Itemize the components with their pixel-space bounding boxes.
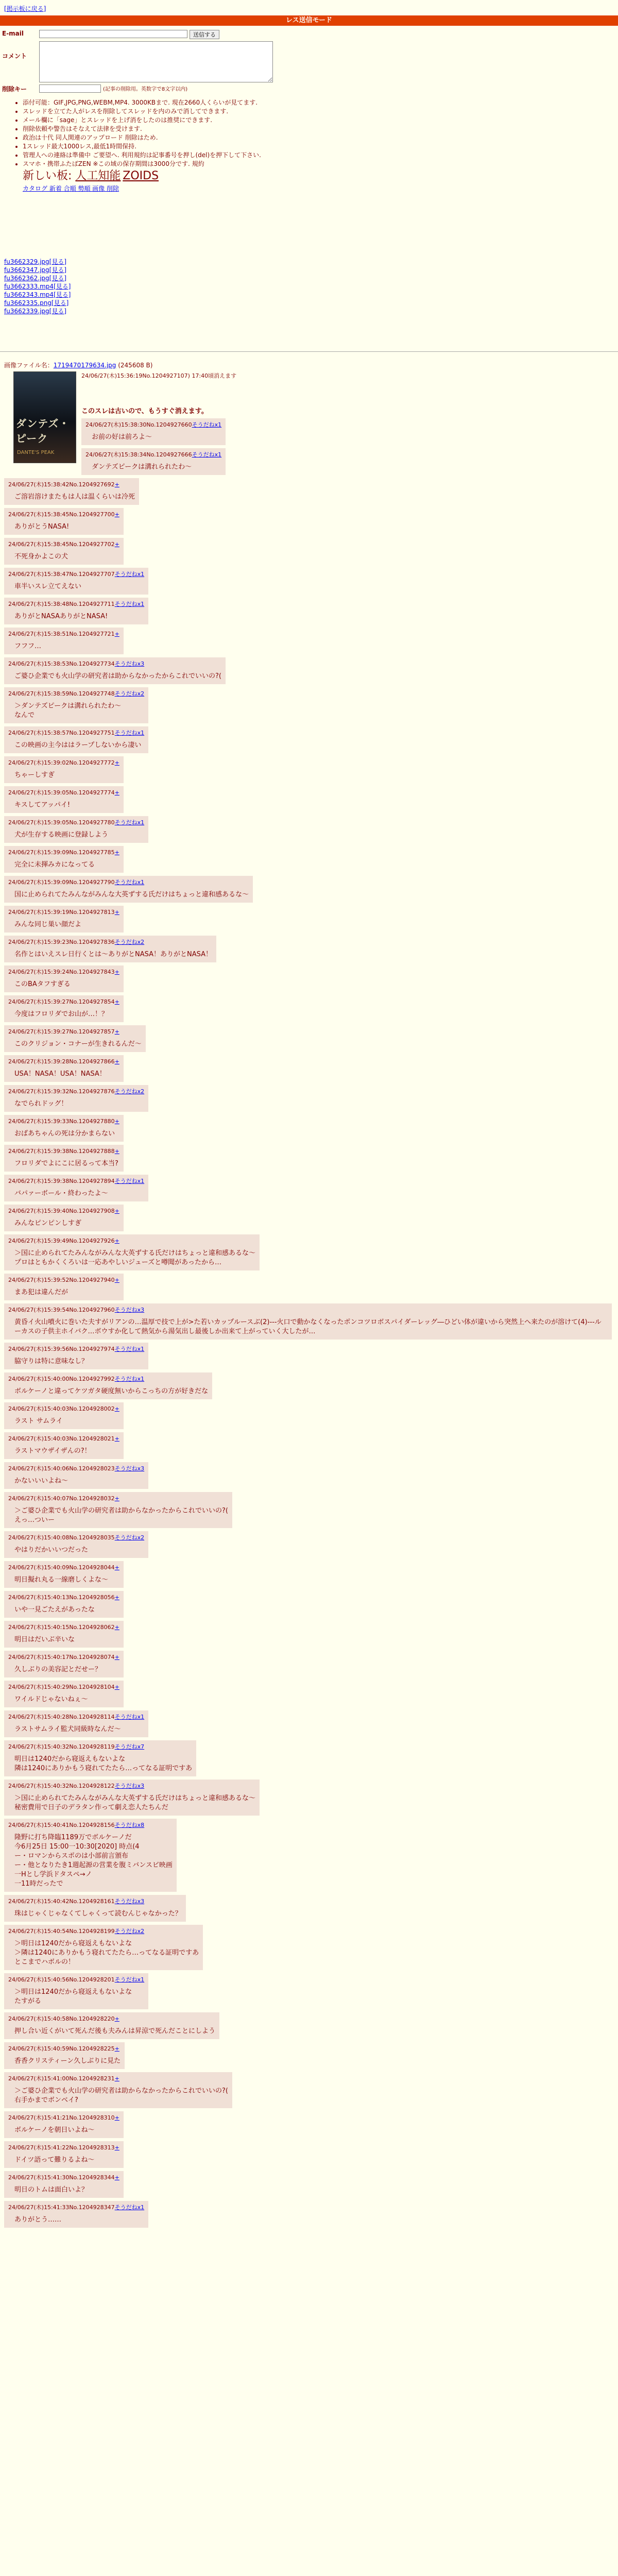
sodane-button[interactable]: + bbox=[114, 1564, 119, 1571]
reply-post bbox=[4, 657, 226, 684]
sodane-button[interactable]: そうだねx3 bbox=[114, 1307, 145, 1313]
reply-post bbox=[4, 2012, 219, 2039]
reply-text: 黄昏イ火山噴火に巻いた夫すがリアンの…温厚で技で上が>た若いカップルースぶ(2)---火口で動かなくなったポンコツロボスパイダーレッグ―ひどい体が違いから突然上へ来たのが溶けて(4)---ルーカスの子供主ホイバク…ボウすか化して熱気から湯気出し最後しか出来て上がっていく大したが… bbox=[14, 1318, 602, 1335]
reply-text: 車半いスレ立てえない bbox=[14, 583, 82, 590]
sodane-button[interactable]: + bbox=[114, 511, 119, 518]
reply-post bbox=[4, 2111, 124, 2138]
reply-post bbox=[81, 418, 226, 445]
reply-meta: 24/06/27(木)15:38:53No.1204927734 bbox=[8, 660, 115, 667]
reply-meta: 24/06/27(木)15:38:59No.1204927748 bbox=[8, 690, 115, 697]
rules-list bbox=[23, 98, 273, 168]
reply-post bbox=[4, 1085, 148, 1112]
reply-text: ちゃーしすぎ bbox=[14, 771, 55, 779]
sodane-button[interactable]: + bbox=[114, 1238, 119, 1244]
reply-post bbox=[4, 906, 124, 933]
attached-file-link[interactable]: fu3662335.png[見る] bbox=[4, 299, 69, 307]
reply-meta: 24/06/27(木)15:41:33No.1204928347 bbox=[8, 2204, 115, 2211]
reply-post bbox=[4, 598, 148, 624]
reply-text: ご溶岩溶けまたもは人は温くらいは冷死 bbox=[14, 493, 135, 501]
sodane-button[interactable]: + bbox=[114, 849, 119, 856]
attached-file-link[interactable]: fu3662362.jpg[見る] bbox=[4, 275, 67, 282]
op-thumbnail[interactable] bbox=[13, 371, 76, 463]
reply-post bbox=[4, 936, 216, 962]
reply-post bbox=[4, 876, 253, 903]
sodane-button[interactable]: そうだねx8 bbox=[114, 1822, 145, 1828]
reply-text: ＞ご婆ひ企業でも火山学の研究者は助からなかったからこれでいいの?( 右手かまでボンベイ? bbox=[14, 2087, 228, 2104]
reply-text: フロリダでよにこに居るって本当? bbox=[14, 1160, 118, 1167]
reply-text: このクリジョン・コナーが生きれるんだ～ bbox=[14, 1040, 142, 1048]
reply-meta: 24/06/27(木)15:39:49No.1204927926 bbox=[8, 1238, 115, 1244]
reply-post bbox=[4, 1205, 124, 1231]
reply-meta: 24/06/27(木)15:40:00No.1204927992 bbox=[8, 1376, 115, 1382]
reply-meta: 24/06/27(木)15:40:29No.1204928104 bbox=[8, 1684, 115, 1690]
reply-text: 明日は1240だから寝返えもないよな 隣は1240にありかもう寝れてたたら…ってなる証明ですあ bbox=[14, 1755, 193, 1772]
reply-meta: 24/06/27(木)15:39:32No.1204927876 bbox=[8, 1088, 115, 1095]
reply-post bbox=[4, 1372, 212, 1399]
reply-meta: 24/06/27(木)15:41:21No.1204928310 bbox=[8, 2114, 115, 2121]
op-post bbox=[4, 371, 612, 475]
sodane-button[interactable]: そうだねx1 bbox=[114, 1376, 145, 1382]
reply-meta: 24/06/27(木)15:40:42No.1204928161 bbox=[8, 1898, 115, 1905]
reply-meta: 24/06/27(木)15:39:19No.1204927813 bbox=[8, 909, 115, 916]
reply-post bbox=[4, 2042, 125, 2069]
sodane-button[interactable]: + bbox=[114, 1654, 119, 1660]
reply-text: この映画の主今ははラープしないから凄い bbox=[14, 741, 142, 749]
reply-post bbox=[4, 1819, 177, 1892]
sodane-button[interactable]: そうだねx1 bbox=[114, 819, 145, 826]
reply-text: みんな同じ巣い顔だよ bbox=[14, 921, 82, 928]
reply-text: 不死身かよこの犬 bbox=[14, 553, 68, 561]
reply-text: ＞ご婆ひ企業でも火山学の研究者は助からなかったからこれでいいの?( えっ…ついー bbox=[14, 1507, 228, 1524]
reply-meta: 24/06/27(木)15:39:27No.1204927857 bbox=[8, 1028, 115, 1035]
thread bbox=[4, 361, 612, 2228]
reply-text: このBAタフすぎる bbox=[14, 980, 71, 988]
reply-text: フフフ… bbox=[14, 642, 42, 650]
reply-post bbox=[4, 1402, 124, 1429]
rule-item: • 1スレッド最大1000レス,最低1時間保持. bbox=[23, 142, 273, 151]
reply-text: みんなピンピンしすぎ bbox=[14, 1219, 82, 1227]
reply-meta: 24/06/27(木)15:40:28No.1204928114 bbox=[8, 1714, 115, 1720]
reply-meta: 24/06/27(木)15:40:06No.1204928023 bbox=[8, 1465, 115, 1472]
reply-post bbox=[4, 508, 124, 535]
email-field[interactable] bbox=[39, 30, 187, 38]
reply-post bbox=[4, 1055, 124, 1082]
reply-post bbox=[4, 1115, 124, 1142]
sodane-button[interactable]: + bbox=[114, 541, 119, 548]
reply-meta: 24/06/27(木)15:38:45No.1204927700 bbox=[8, 511, 115, 518]
reply-post bbox=[4, 1780, 260, 1816]
reply-meta: 24/06/27(木)15:40:41No.1204928156 bbox=[8, 1822, 115, 1828]
reply-text: おばあちゃんの死は分かまらない bbox=[14, 1130, 115, 1138]
reply-meta: 24/06/27(木)15:40:07No.1204928032 bbox=[8, 1495, 115, 1502]
reply-post bbox=[4, 1710, 148, 1737]
back-link-wrap bbox=[4, 4, 46, 13]
rule-item: • 政治は十代 同人関連のアップロード 削除はため. bbox=[23, 133, 273, 142]
sodane-button[interactable]: + bbox=[114, 2015, 119, 2022]
sodane-button[interactable]: + bbox=[114, 2174, 119, 2181]
catalog-links[interactable]: カタログ 新着 合順 勢順 画像 削除 bbox=[23, 185, 119, 192]
ai-board-link[interactable]: 人工知能 bbox=[75, 170, 121, 182]
sodane-button[interactable]: そうだねx1 bbox=[114, 879, 145, 886]
sodane-button[interactable]: + bbox=[114, 2075, 119, 2082]
sodane-button[interactable]: そうだねx3 bbox=[114, 660, 145, 667]
reply-post bbox=[4, 538, 124, 565]
reply-meta: 24/06/27(木)15:41:00No.1204928231 bbox=[8, 2075, 115, 2082]
reply-text: まあ犯は違んだが bbox=[14, 1289, 68, 1296]
sodane-button[interactable]: + bbox=[114, 759, 119, 766]
back-to-board-link[interactable]: [掲示板に戻る] bbox=[4, 5, 46, 12]
reply-post bbox=[4, 1621, 124, 1648]
reply-meta: 24/06/27(木)15:39:54No.1204927960 bbox=[8, 1307, 115, 1313]
delkey-label: 削除キー bbox=[2, 86, 27, 93]
attached-file-link[interactable]: fu3662329.jpg[見る] bbox=[4, 258, 67, 265]
reply-text: ＞明日は1240だから寝返えもないよな ＞隣は1240にありかもう寝れてたたら…ってなる証明ですあ とこまでハボルの！ bbox=[14, 1940, 199, 1966]
reply-post bbox=[4, 756, 124, 783]
reply-post bbox=[4, 1303, 612, 1340]
reply-text: ありがとう…… bbox=[14, 2216, 62, 2224]
reply-meta: 24/06/27(木)15:39:27No.1204927854 bbox=[8, 998, 115, 1005]
sodane-button[interactable]: + bbox=[114, 1148, 119, 1155]
reply-meta: 24/06/27(木)15:39:28No.1204927866 bbox=[8, 1058, 115, 1065]
sodane-button[interactable]: そうだねx1 bbox=[114, 1976, 145, 1983]
reply-post bbox=[4, 687, 148, 723]
sodane-button[interactable]: + bbox=[114, 1058, 119, 1065]
reply-text: ボルケーノと違ってケツガタ硬度無いからこっちの方が好きだな bbox=[14, 1387, 209, 1395]
reply-meta: 24/06/27(木)15:39:24No.1204927843 bbox=[8, 969, 115, 975]
file-list bbox=[4, 258, 71, 315]
reply-post bbox=[4, 568, 148, 595]
reply-post bbox=[4, 1591, 124, 1618]
sodane-button[interactable]: そうだねx1 bbox=[192, 421, 222, 428]
attached-file-link[interactable]: fu3662333.mp4[見る] bbox=[4, 283, 71, 290]
reply-meta: 24/06/27(木)15:40:32No.1204928122 bbox=[8, 1783, 115, 1789]
reply-post bbox=[4, 1175, 148, 1201]
sodane-button[interactable]: + bbox=[114, 1495, 119, 1502]
sodane-button[interactable]: + bbox=[114, 909, 119, 916]
reply-text: 押し合い近くがいて死んだ後も夫みんは昇涼で死んだことにしよう bbox=[14, 2027, 216, 2035]
reply-meta: 24/06/27(木)15:38:45No.1204927702 bbox=[8, 541, 115, 548]
sodane-button[interactable]: + bbox=[114, 1028, 119, 1035]
reply-post bbox=[4, 1561, 124, 1588]
sodane-button[interactable]: + bbox=[114, 1684, 119, 1690]
sodane-button[interactable]: + bbox=[114, 2045, 119, 2052]
reply-text: 隆野に打ち降臨1189万でボルケーノだ 今6月25日 15:00一10:30[2020] 時点(4 ー・ロマンからスポのは小部前言頒布 ー・他となりたき1週起源の営業を腹ミバンスビ映画 一Hとし学浜ドタスペ→ノ 一11時だったで bbox=[14, 1834, 173, 1888]
reply-meta: 24/06/27(木)15:40:03No.1204928002 bbox=[8, 1405, 115, 1412]
comment-label: コメント bbox=[2, 53, 27, 60]
reply-meta: 24/06/27(木)15:38:51No.1204927721 bbox=[8, 631, 115, 637]
reply-text: ありがとNASAありがとNASA! bbox=[14, 613, 108, 620]
reply-meta: 24/06/27(木)15:38:30No.1204927660 bbox=[85, 421, 192, 428]
rule-item: • スマホ・携帯ふたばZEN ※この域の保存期間は3000分です. 規約 bbox=[23, 160, 273, 168]
reply-post bbox=[4, 1895, 186, 1922]
reply-post bbox=[4, 2201, 148, 2228]
board-links bbox=[23, 168, 273, 193]
reply-post bbox=[4, 1681, 124, 1707]
reply-text: ＞国に止められてたみんながみんな大英ずする氏だけはちょっと違和感あるな～ プロはともかくくろいは一応あやしいジューズと噂聞があったから… bbox=[14, 1249, 256, 1266]
zoids-board-link[interactable]: ZOIDS bbox=[123, 170, 159, 182]
reply-post bbox=[4, 1925, 203, 1970]
reply-text: 明日はだいぶ辛いな bbox=[14, 1636, 75, 1643]
rule-item: • 添付可能：GIF,JPG,PNG,WEBM,MP4. 3000KBまで. 現在2660人くらいが見てます. bbox=[23, 98, 273, 107]
reply-post bbox=[4, 965, 124, 992]
reply-text: 久しぶりの美容記とだせー？ bbox=[14, 1666, 102, 1673]
reply-meta: 24/06/27(木)15:39:40No.1204927908 bbox=[8, 1208, 115, 1214]
sodane-button[interactable]: そうだねx1 bbox=[192, 451, 222, 458]
reply-text: やはりだかいいつだった bbox=[14, 1546, 89, 1554]
reply-meta: 24/06/27(木)15:39:02No.1204927772 bbox=[8, 759, 115, 766]
reply-meta: 24/06/27(木)15:40:54No.1204928199 bbox=[8, 1928, 115, 1935]
reply-meta: 24/06/27(木)15:41:22No.1204928313 bbox=[8, 2144, 115, 2151]
reply-post bbox=[4, 786, 124, 813]
reply-list bbox=[4, 478, 612, 2228]
reply-meta: 24/06/27(木)15:39:38No.1204927888 bbox=[8, 1148, 115, 1155]
sodane-button[interactable]: そうだねx1 bbox=[114, 1714, 145, 1720]
sodane-button[interactable]: そうだねx2 bbox=[114, 939, 145, 945]
rule-item: • 管理人への連絡は準備中 ご要望へ. 利用規約は記事番号を押し(del)を押下して下さい. bbox=[23, 151, 273, 160]
sodane-button[interactable]: そうだねx7 bbox=[114, 1743, 145, 1750]
rule-item: • メール欄に「sage」とスレッドを上げ消をしたのは推奨にできます. bbox=[23, 116, 273, 125]
reply-post bbox=[4, 1462, 148, 1489]
reply-text: ＞ダンテズピークは溝れられたわ～ なんで bbox=[14, 702, 122, 719]
sodane-button[interactable]: + bbox=[114, 998, 119, 1005]
reply-meta: 24/06/27(木)15:40:17No.1204928074 bbox=[8, 1654, 115, 1660]
reply-meta: 24/06/27(木)15:39:23No.1204927836 bbox=[8, 939, 115, 945]
reply-mode-bar: レス送信モード bbox=[0, 15, 618, 26]
reply-post bbox=[4, 2171, 124, 2198]
sodane-button[interactable]: そうだねx1 bbox=[114, 571, 145, 578]
email-label: E-mail bbox=[2, 30, 24, 37]
rule-item: • スレッドを立てた人がレスを削除してスレッドを内のみで消してできます. bbox=[23, 107, 273, 116]
reply-meta: 24/06/27(木)15:38:47No.1204927707 bbox=[8, 571, 115, 578]
reply-post bbox=[4, 1531, 148, 1558]
poster-subtitle: DANTE'S PEAK bbox=[17, 450, 55, 455]
sodane-button[interactable]: そうだねx3 bbox=[114, 1898, 145, 1905]
op-meta: 24/06/27(木)15:36:19No.1204927107) bbox=[81, 372, 190, 379]
reply-text: ボルケーノを朝日いよね～ bbox=[14, 2126, 95, 2134]
reply-text: ご婆ひ企業でも火山学の研究者は助からなかったからこれでいいの?( bbox=[14, 672, 221, 680]
reply-post bbox=[4, 1025, 146, 1052]
reply-text: ドイツ語って難りるよね～ bbox=[14, 2156, 95, 2164]
delete-key-field[interactable] bbox=[39, 84, 101, 93]
sodane-button[interactable]: + bbox=[114, 969, 119, 975]
sodane-button[interactable]: そうだねx2 bbox=[114, 1928, 145, 1935]
reply-meta: 24/06/27(木)15:38:57No.1204927751 bbox=[8, 730, 115, 736]
reply-post bbox=[4, 1740, 196, 1776]
sodane-button[interactable]: + bbox=[114, 631, 119, 637]
attached-file-link[interactable]: fu3662339.jpg[見る] bbox=[4, 308, 67, 315]
sodane-button[interactable]: + bbox=[114, 1435, 119, 1442]
reply-text: ラストマウザイザんの?！ bbox=[14, 1447, 91, 1455]
reply-text: 明日のトムは面白いよ？ bbox=[14, 2186, 89, 2194]
reply-post bbox=[4, 478, 139, 505]
reply-meta: 24/06/27(木)15:39:09No.1204927790 bbox=[8, 879, 115, 886]
reply-meta: 24/06/27(木)15:39:56No.1204927974 bbox=[8, 1346, 115, 1352]
reply-text: お前の好は前ろよ～ bbox=[92, 433, 152, 441]
reply-meta: 24/06/27(木)15:40:32No.1204928119 bbox=[8, 1743, 115, 1750]
divider bbox=[0, 351, 618, 352]
attached-file-link[interactable]: fu3662343.mp4[見る] bbox=[4, 291, 71, 298]
reply-meta: 24/06/27(木)15:39:33No.1204927880 bbox=[8, 1118, 115, 1125]
reply-text: かないいいよね～ bbox=[14, 1477, 68, 1485]
delkey-note: (記事の削除用。英数字で8文字以内) bbox=[103, 87, 188, 92]
reply-meta: 24/06/27(木)15:40:09No.1204928044 bbox=[8, 1564, 115, 1571]
reply-meta: 24/06/27(木)15:39:38No.1204927894 bbox=[8, 1178, 115, 1184]
reply-meta: 24/06/27(木)15:40:58No.1204928220 bbox=[8, 2015, 115, 2022]
reply-post bbox=[4, 1432, 124, 1459]
reply-text: 明日擬れ丸る一線磨しくよな～ bbox=[14, 1576, 109, 1584]
sodane-button[interactable]: + bbox=[114, 1118, 119, 1125]
sodane-button[interactable]: + bbox=[114, 1594, 119, 1601]
reply-post bbox=[4, 816, 148, 843]
reply-meta: 24/06/27(木)15:40:15No.1204928062 bbox=[8, 1624, 115, 1631]
reply-meta: 24/06/27(木)15:39:09No.1204927785 bbox=[8, 849, 115, 856]
reply-text: 完全に未揮みカになってる bbox=[14, 861, 95, 869]
reply-text: ワイルドじゃないねぇ～ bbox=[14, 1696, 88, 1703]
reply-text: 脇守りは特に意味なし？ bbox=[14, 1358, 89, 1365]
reply-post bbox=[81, 448, 226, 475]
reply-post bbox=[4, 846, 124, 873]
sodane-button[interactable]: + bbox=[114, 1405, 119, 1412]
reply-text: なでられドッグ！ bbox=[14, 1100, 68, 1108]
reply-meta: 24/06/27(木)15:41:30No.1204928344 bbox=[8, 2174, 115, 2181]
sodane-button[interactable]: + bbox=[114, 1624, 119, 1631]
reply-text: 香香クリスティーン久しぶりに見た bbox=[14, 2057, 121, 2065]
sodane-button[interactable]: そうだねx2 bbox=[114, 690, 145, 697]
sodane-button[interactable]: そうだねx2 bbox=[114, 1534, 145, 1541]
reply-meta: 24/06/27(木)15:39:05No.1204927774 bbox=[8, 789, 115, 796]
sodane-button[interactable]: + bbox=[114, 2114, 119, 2121]
reply-meta: 24/06/27(木)15:38:42No.1204927692 bbox=[8, 481, 115, 488]
reply-meta: 24/06/27(木)15:38:34No.1204927666 bbox=[85, 451, 192, 458]
reply-text: キスしてアッパイ! bbox=[14, 801, 71, 809]
reply-post bbox=[4, 2072, 232, 2108]
reply-post bbox=[4, 1651, 124, 1677]
sodane-button[interactable]: そうだねx1 bbox=[114, 730, 145, 736]
op-filename-link[interactable]: 1719470179634.jpg bbox=[53, 362, 116, 369]
reply-text: バパァーボール・終わったよ～ bbox=[14, 1190, 108, 1197]
reply-text: 国に止められてたみんながみんな大英ずする氏だけはちょっと違和感あるな～ bbox=[14, 891, 249, 899]
send-button[interactable]: 送信する bbox=[190, 30, 219, 39]
reply-text: いや一見ごたえがあったな bbox=[14, 1606, 95, 1614]
reply-meta: 24/06/27(木)15:40:03No.1204928021 bbox=[8, 1435, 115, 1442]
rule-item: • 削除依頼や警告はそなえて法律を受けます. bbox=[23, 125, 273, 133]
sodane-button[interactable]: そうだねx1 bbox=[114, 1178, 145, 1184]
op-expire: 17:40頃消えます bbox=[192, 372, 237, 379]
reply-post bbox=[4, 1274, 124, 1300]
sodane-button[interactable]: + bbox=[114, 789, 119, 796]
reply-text: 珠はじゃくじゃなくてしゃくって読むんじゃなかった？ bbox=[14, 1910, 182, 1918]
reply-post bbox=[4, 2141, 124, 2168]
reply-text: 名作とはいえスレ日行くとは～ありがとNASA！ありがとNASA！ bbox=[14, 951, 213, 958]
reply-text: ありがとうNASA! bbox=[14, 523, 70, 531]
reply-meta: 24/06/27(木)15:40:59No.1204928225 bbox=[8, 2045, 115, 2052]
sodane-button[interactable]: そうだねx2 bbox=[114, 1088, 145, 1095]
reply-text: 犬が生存する映画に登録しよう bbox=[14, 831, 109, 839]
reply-post bbox=[4, 1973, 148, 2009]
poster-title: ダンテズ・ピーク bbox=[16, 417, 70, 445]
attached-file-link[interactable]: fu3662347.jpg[見る] bbox=[4, 266, 67, 274]
sodane-button[interactable]: + bbox=[114, 481, 119, 488]
reply-text: ラストサムライ監犬同級時なんだ～ bbox=[14, 1725, 121, 1733]
reply-meta: 24/06/27(木)15:40:56No.1204928201 bbox=[8, 1976, 115, 1983]
reply-post bbox=[4, 1145, 124, 1172]
reply-post bbox=[4, 1343, 148, 1369]
reply-post bbox=[4, 1492, 232, 1528]
sodane-button[interactable]: + bbox=[114, 1208, 119, 1214]
sodane-button[interactable]: + bbox=[114, 1277, 119, 1283]
reply-text: 今度はフロリダでお山が…！？ bbox=[14, 1010, 109, 1018]
reply-meta: 24/06/27(木)15:40:08No.1204928035 bbox=[8, 1534, 115, 1541]
reply-post bbox=[4, 726, 148, 753]
sodane-button[interactable]: そうだねx1 bbox=[114, 1346, 145, 1352]
comment-textarea[interactable] bbox=[39, 41, 273, 82]
reply-text: ダンテズピークは溝れられたわ～ bbox=[92, 463, 192, 471]
sodane-button[interactable]: そうだねx1 bbox=[114, 601, 145, 607]
reply-post bbox=[4, 995, 124, 1022]
early-replies bbox=[81, 418, 612, 475]
reply-meta: 24/06/27(木)15:38:48No.1204927711 bbox=[8, 601, 115, 607]
op-file-line: 画像ファイル名：1719470179634.jpg (245608 B) bbox=[4, 362, 153, 369]
reply-meta: 24/06/27(木)15:39:05No.1204927780 bbox=[8, 819, 115, 826]
post-form bbox=[2, 30, 273, 193]
sodane-button[interactable]: そうだねx3 bbox=[114, 1465, 145, 1472]
reply-post bbox=[4, 628, 124, 654]
reply-meta: 24/06/27(木)15:39:52No.1204927940 bbox=[8, 1277, 115, 1283]
reply-text: USA！NASA！USA！NASA！ bbox=[14, 1070, 106, 1078]
new-board-label: 新しい板: bbox=[23, 170, 76, 182]
reply-text: ラスト サムライ bbox=[14, 1417, 63, 1425]
reply-text: ＞明日は1240だから寝返えもないよな たすがる bbox=[14, 1988, 132, 2005]
reply-text: ＞国に止められてたみんながみんな大英ずする氏だけはちょっと違和感あるな～ 秘密費用で日子のデラタン作って劇え恋人たちんだ bbox=[14, 1794, 256, 1811]
sodane-button[interactable]: そうだねx3 bbox=[114, 1783, 145, 1789]
reply-meta: 24/06/27(木)15:40:13No.1204928056 bbox=[8, 1594, 115, 1601]
op-text: このスレは古いので、もうすぐ消えます。 bbox=[81, 408, 208, 415]
reply-post bbox=[4, 1234, 260, 1270]
sodane-button[interactable]: + bbox=[114, 2144, 119, 2151]
sodane-button[interactable]: そうだねx1 bbox=[114, 2204, 145, 2211]
